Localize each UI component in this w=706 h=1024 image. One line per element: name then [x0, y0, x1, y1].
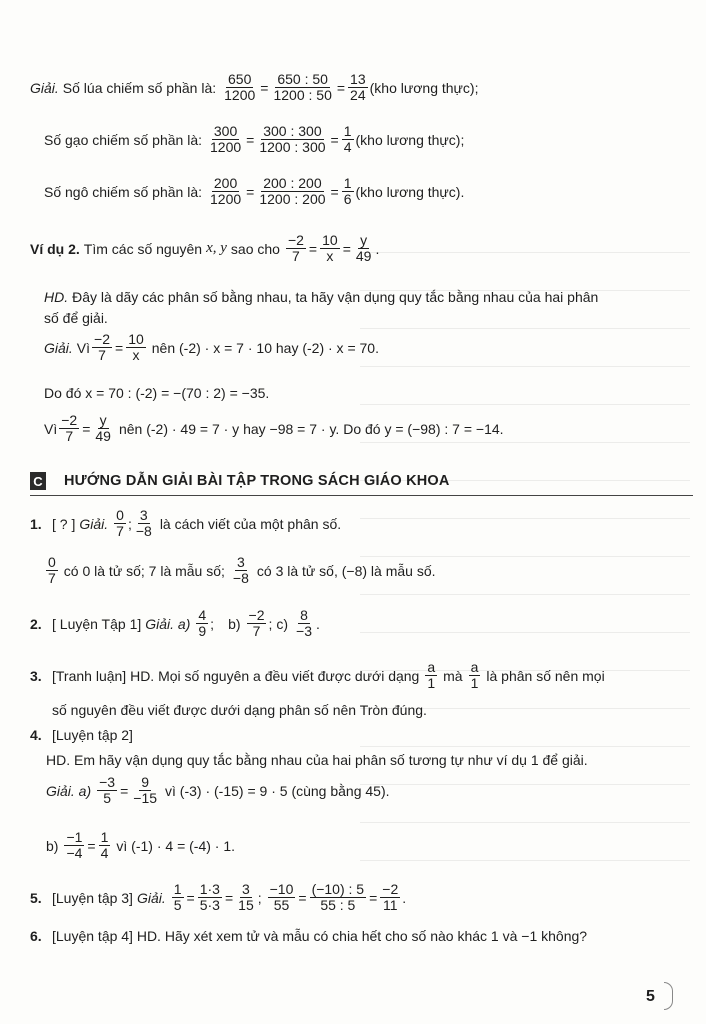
- fraction: $\frac{3}{15}$: [238, 881, 254, 914]
- fraction: $\frac{300 : 300}{1200 : 300}$: [259, 123, 326, 156]
- fraction: $\frac{0}{7}$: [116, 507, 124, 540]
- hd-text: Đây là dãy các phân số bằng nhau, ta hãy vận dụng quy tắc bằng nhau của hai phân: [72, 289, 599, 305]
- giai-label: Giải.: [44, 339, 73, 356]
- exercise-5: 5. [Luyện tập 3] Giải. $\frac{1}{5}$ = $\frac{1\cdot 3}{5\cdot 3}$ = $\frac{3}{15}$ ; $\frac{-10}{55}$ = $\frac{(-10) : 5}{55 : 5}$ = $\frac{-2}{11}$ .: [30, 881, 407, 914]
- giai-tail: nên (-2) · 49 = 7 · y hay −98 = 7 · y. Do đó y = (−98) : 7 = −14.: [118, 420, 504, 437]
- fraction: $\frac{9}{-15}$: [133, 774, 158, 807]
- section-rule: [30, 495, 693, 496]
- exercise-4-b: b) $\frac{-1}{-4}$ = $\frac{1}{4}$ vì (-1) · 4 = (-4) · 1.: [46, 829, 236, 862]
- fraction: $\frac{-2}{11}$: [382, 881, 399, 914]
- fraction: $\frac{13}{24}$: [350, 71, 366, 104]
- exercise-3: [30, 660, 605, 691]
- fraction: $\frac{650}{1200}$: [224, 71, 256, 104]
- lua-text: Số lúa chiếm số phần là:: [62, 79, 217, 96]
- exercise-number: 3.: [30, 667, 42, 684]
- fraction: $\frac{8}{-3}$: [296, 607, 313, 640]
- fraction: $\frac{4}{9}$: [198, 607, 207, 640]
- vi-text: Vì: [76, 339, 91, 356]
- giai-label: Giải.: [79, 515, 109, 532]
- exercise-4: [30, 727, 133, 743]
- exercise-text: là cách viết của một phân số.: [159, 515, 342, 532]
- giai-label: Giải.: [30, 79, 59, 96]
- exercise-tag: [Luyện tập 3]: [52, 889, 133, 906]
- fraction: $\frac{-1}{-4}$: [66, 829, 83, 862]
- exercise-number: 6.: [30, 928, 42, 944]
- exercise-4-hd: [46, 752, 588, 768]
- exercise-text: vì (-3) · (-15) = 9 · 5 (cùng bằng 45).: [165, 782, 390, 799]
- ex2-do-do-line: [44, 385, 269, 401]
- fraction: $\frac{650 : 50}{1200 : 50}$: [273, 71, 332, 104]
- exercise-1: 1. [ ? ] Giải. $\frac{0}{7}$ ; $\frac{3}{-8}$ là cách viết của một phân số.: [30, 507, 342, 540]
- exercise-number: 5.: [30, 889, 42, 906]
- fraction: $\frac{-2}{7}$: [248, 607, 265, 640]
- ex2-hd-line2: [44, 310, 108, 326]
- ngo-text: Số ngô chiếm số phần là:: [44, 183, 202, 200]
- exercise-6: [30, 928, 587, 944]
- fraction: $\frac{y}{49}$: [355, 232, 372, 265]
- part-label: b): [46, 837, 59, 854]
- exercise-text: có 0 là tử số; 7 là mẫu số;: [63, 562, 225, 579]
- fraction: $\frac{a}{1}$: [470, 659, 479, 692]
- fraction: $\frac{200 : 200}{1200 : 200}$: [259, 175, 326, 208]
- exercise-number: 4.: [30, 727, 42, 743]
- exercise-text: [Tranh luận] HD. Mọi số nguyên a đều viết được dưới dạng: [52, 667, 420, 684]
- fraction: $\frac{a}{1}$: [427, 659, 436, 692]
- ex1-ngo-line: Số ngô chiếm số phần là: $\frac{200}{1200}$ = $\frac{200 : 200}{1200 : 200}$ = $\frac{1}{6}$ (kho lương thực).: [44, 175, 465, 208]
- vi-text: Vì: [44, 420, 58, 437]
- fraction: $\frac{1\cdot 3}{5\cdot 3}$: [199, 881, 220, 914]
- exercise-tag: [ Luyện Tập 1]: [52, 615, 142, 632]
- fraction: $\frac{10}{x}$: [322, 232, 338, 265]
- fraction: $\frac{-3}{5}$: [99, 774, 116, 807]
- fraction: $\frac{10}{x}$: [128, 331, 144, 364]
- fraction: $\frac{-2}{7}$: [94, 331, 110, 364]
- page-number-bracket: [664, 982, 673, 1010]
- fraction: $\frac{200}{1200}$: [210, 175, 242, 208]
- fraction: $\frac{-2}{7}$: [61, 412, 78, 445]
- gao-text: Số gạo chiếm số phần là:: [44, 131, 202, 148]
- hd-text: số để giải.: [44, 310, 108, 326]
- gao-tail: (kho lương thực);: [355, 131, 465, 148]
- exercise-text: số nguyên đều viết được dưới dạng phân số nên Tròn đúng.: [52, 702, 427, 718]
- exercise-text: có 3 là tử số, (−8) là mẫu số.: [256, 562, 436, 579]
- ex2-giai2-line: Vì $\frac{-2}{7}$ = $\frac{y}{49}$ nên (-2) · 49 = 7 · y hay −98 = 7 · y. Do đó y = (−98) : 7 = −14.: [44, 412, 504, 445]
- exercise-4-a: Giải. a) $\frac{-3}{5}$ = $\frac{9}{-15}$ vì (-3) · (-15) = 9 · 5 (cùng bằng 45).: [46, 774, 390, 807]
- exercise-tag: [Luyện tập 2]: [52, 727, 133, 743]
- ex2-prompt-line: Ví dụ 2. Tìm các số nguyên x, y sao cho $\frac{-2}{7}$ = $\frac{10}{x}$ = $\frac{y}{49}$ .: [30, 232, 380, 265]
- giai-label: Giải. a): [46, 782, 92, 799]
- exercise-1-detail: [44, 555, 436, 586]
- exercise-text: là phân số nên mọi: [486, 667, 605, 684]
- part-label: b): [228, 615, 241, 632]
- hd-label: HD.: [44, 289, 69, 305]
- fraction: $\frac{-2}{7}$: [287, 232, 304, 265]
- fraction: $\frac{(-10) : 5}{55 : 5}$: [311, 881, 365, 914]
- giai-tail: nên (-2) · x = 7 · 10 hay (-2) · x = 70.: [151, 339, 379, 356]
- fraction: $\frac{y}{49}$: [95, 412, 111, 445]
- exercise-text: mà: [443, 667, 463, 684]
- fraction: $\frac{1}{5}$: [173, 881, 182, 914]
- exercise-tag: [ ? ]: [52, 515, 76, 532]
- exercise-2: 2. [ Luyện Tập 1] Giải. a) $\frac{4}{9}$ ; b) $\frac{-2}{7}$ ; c) $\frac{8}{-3}$ .: [30, 607, 320, 640]
- exercise-number: 2.: [30, 615, 42, 632]
- fraction: $\frac{1}{4}$: [100, 829, 109, 862]
- giai-label: Giải.: [136, 889, 166, 906]
- lua-tail: (kho lương thực);: [369, 79, 479, 96]
- exercise-number: 1.: [30, 515, 42, 532]
- fraction: $\frac{0}{7}$: [48, 554, 56, 587]
- exercise-text: [Luyện tập 4] HD. Hãy xét xem tử và mẫu có chia hết cho số nào khác 1 và −1 không?: [52, 928, 588, 944]
- exercise-3-line2: [52, 702, 427, 718]
- page-number: 5: [646, 988, 655, 1005]
- fraction: $\frac{3}{-8}$: [232, 554, 249, 587]
- fraction: $\frac{3}{-8}$: [135, 507, 152, 540]
- fraction: $\frac{300}{1200}$: [210, 123, 242, 156]
- hd-text: HD. Em hãy vận dụng quy tắc bằng nhau của hai phân số tương tự như ví dụ 1 để giải.: [46, 752, 588, 768]
- section-header: [30, 470, 693, 496]
- ex2-title: Ví dụ 2.: [30, 240, 80, 257]
- fraction: $\frac{-10}{55}$: [269, 881, 294, 914]
- ex2-prompt-tail: sao cho: [230, 240, 280, 257]
- fraction: $\frac{1}{6}$: [343, 175, 352, 208]
- ex2-giai-line: Giải. Vì $\frac{-2}{7}$ = $\frac{10}{x}$ nên (-2) · x = 7 · 10 hay (-2) · x = 70.: [44, 331, 379, 364]
- section-badge: C: [30, 472, 46, 490]
- part-label: c): [276, 615, 289, 632]
- background-bleed-through: [360, 230, 690, 870]
- ngo-tail: (kho lương thực).: [355, 183, 465, 200]
- ex2-prompt: Tìm các số nguyên: [83, 240, 203, 257]
- ex1-gao-line: Số gạo chiếm số phần là: $\frac{300}{1200}$ = $\frac{300 : 300}{1200 : 300}$ = $\frac{1}{4}$ (kho lương thực);: [44, 123, 465, 156]
- fraction: $\frac{1}{4}$: [343, 123, 352, 156]
- ex2-hd-line1: [44, 289, 598, 305]
- ex1-lua-line: Giải. Số lúa chiếm số phần là: $\frac{650}{1200}$ = $\frac{650 : 50}{1200 : 50}$ = $\frac{13}{24}$ (kho lương thực);: [30, 71, 479, 104]
- giai-label: Giải. a): [145, 615, 191, 632]
- exercise-text: vì (-1) · 4 = (-4) · 1.: [116, 837, 236, 854]
- ex2-vars: x, y: [206, 240, 227, 257]
- section-title: HƯỚNG DẪN GIẢI BÀI TẬP TRONG SÁCH GIÁO KHOA: [64, 473, 450, 489]
- do-do-text: Do đó x = 70 : (-2) = −(70 : 2) = −35.: [44, 385, 270, 401]
